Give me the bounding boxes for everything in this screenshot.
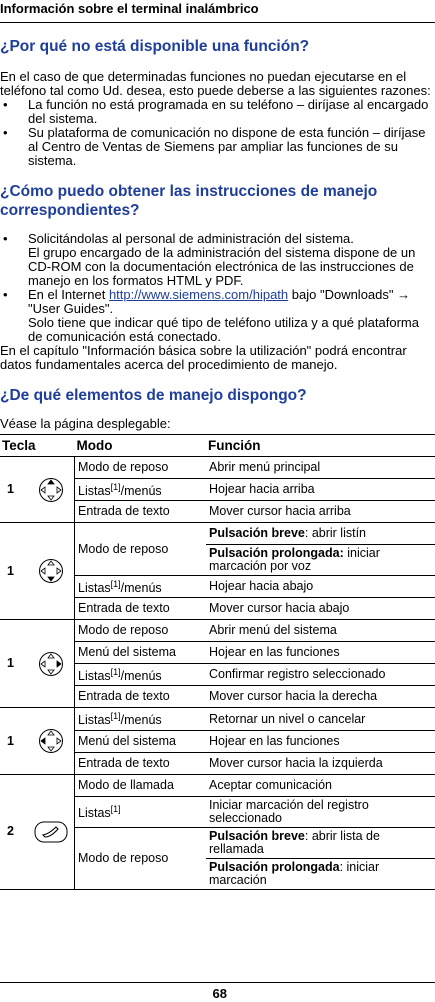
mode-cell: Entrada de texto	[75, 598, 207, 620]
list-item-text: Solicitándolas al personal de administración del sistema.	[28, 231, 354, 246]
function-cell: Hojear en las funciones	[206, 642, 435, 664]
function-cell: Mover cursor hacia la derecha	[206, 686, 435, 708]
function-cell: Confirmar registro seleccionado	[206, 664, 435, 686]
table-row	[0, 523, 435, 545]
list-item-detail: El grupo encargado de la administración del sistema dispone de un CD-ROM con la documentación electrónica de las instrucciones de manejo en los formatos HTML y PDF.	[28, 245, 416, 288]
list-item: • La función no está programada en su teléfono – diríjase al encargado del sistema.	[0, 98, 435, 126]
mode-cell: Menú del sistema	[75, 642, 207, 664]
mode-text: /menús	[120, 669, 162, 684]
mode-text: Listas	[78, 713, 111, 728]
page-number: 68	[212, 986, 227, 1001]
column-header-mode: Modo	[75, 435, 207, 457]
mode-cell: Entrada de texto	[75, 501, 207, 523]
list-item-text: bajo "Downloads" → "User Guides".	[28, 287, 411, 316]
table-row	[0, 620, 435, 642]
column-header-key: Tecla	[0, 435, 75, 457]
list-item: • Su plataforma de comunicación no dispone de esta función – diríjase al Centro de Ventas de Siemens par ampliar las funciones de su sistema.	[0, 126, 435, 168]
function-text: : iniciar marcación	[209, 859, 380, 887]
function-cell: Mover cursor hacia abajo	[206, 598, 435, 620]
function-cell	[206, 858, 435, 889]
mode-cell: Modo de reposo	[75, 827, 207, 889]
function-emphasis: Pulsación breve	[209, 526, 305, 541]
nav-left-icon	[28, 708, 75, 774]
mode-text: Listas	[78, 669, 111, 684]
page-footer	[0, 982, 435, 1001]
mode-text: Listas	[78, 581, 111, 596]
mode-cell: Modo de reposo	[75, 457, 207, 479]
function-cell: Mover cursor hacia arriba	[206, 501, 435, 523]
section-heading-unavailable-function: ¿Por qué no está disponible una función?	[0, 38, 310, 55]
section-heading-instructions: ¿Cómo puedo obtener las instrucciones de manejo correspondientes?	[0, 183, 378, 219]
column-header-function: Función	[206, 435, 435, 457]
key-number: 1	[0, 457, 28, 523]
footnote-ref: [1]	[110, 482, 121, 492]
footnote-ref: [1]	[110, 579, 121, 590]
function-emphasis: Pulsación breve	[209, 828, 305, 843]
controls-table	[0, 434, 435, 890]
function-cell: Retornar un nivel o cancelar	[206, 708, 435, 730]
instructions-list	[0, 232, 435, 344]
section-outro: En el capítulo "Información básica sobre la utilización" podrá encontrar datos fundamentales acerca del procedimiento de manejo.	[0, 343, 407, 372]
function-cell: Abrir menú del sistema	[206, 620, 435, 642]
nav-right-icon	[28, 620, 75, 708]
page-header	[0, 0, 435, 22]
function-cell: Hojear hacia abajo	[206, 576, 435, 598]
function-cell: Iniciar marcación del registro seleccionado	[206, 796, 435, 827]
phone-call-icon	[28, 774, 75, 889]
table-header-row	[0, 435, 435, 457]
section-intro: En el caso de que determinadas funciones no puedan ejecutarse en el teléfono tal como Ud. desea, esto puede deberse a las siguientes razones:	[0, 69, 431, 98]
section-intro: Véase la página desplegable:	[0, 416, 171, 431]
function-emphasis: Pulsación prolongada:	[209, 546, 344, 561]
function-cell: Hojear hacia arriba	[206, 479, 435, 501]
function-cell: Abrir menú principal	[206, 457, 435, 479]
key-number: 1	[0, 620, 28, 708]
table-row	[0, 457, 435, 479]
footnote-ref: [1]	[110, 804, 121, 815]
table-row	[0, 708, 435, 730]
mode-cell	[75, 479, 207, 501]
mode-text: /menús	[120, 713, 162, 728]
key-number: 2	[0, 774, 28, 889]
mode-text: /menús	[120, 484, 162, 499]
mode-text: /menús	[120, 581, 162, 596]
table-row	[0, 774, 435, 796]
function-text: : abrir listín	[304, 526, 367, 541]
mode-cell	[75, 796, 207, 827]
nav-up-icon	[28, 457, 75, 523]
list-item-text: En el Internet	[28, 287, 109, 302]
function-text: iniciar marcación por voz	[209, 546, 380, 574]
mode-cell: Entrada de texto	[75, 686, 207, 708]
nav-down-icon	[28, 523, 75, 620]
mode-cell: Menú del sistema	[75, 730, 207, 752]
mode-text: Listas	[78, 484, 111, 499]
key-number: 1	[0, 523, 28, 620]
mode-text: Listas	[78, 806, 111, 821]
key-number: 1	[0, 708, 28, 774]
function-emphasis: Pulsación prolongada	[209, 859, 340, 874]
mode-cell	[75, 576, 207, 598]
mode-cell: Entrada de texto	[75, 752, 207, 774]
page-content	[0, 37, 435, 890]
header-rule	[0, 22, 435, 23]
function-cell	[206, 827, 435, 858]
header-title: Información sobre el terminal inalámbrico	[0, 1, 259, 16]
function-cell: Mover cursor hacia la izquierda	[206, 752, 435, 774]
mode-cell: Modo de reposo	[75, 620, 207, 642]
reason-list	[0, 98, 435, 168]
mode-cell: Modo de llamada	[75, 774, 207, 796]
siemens-hipath-link[interactable]: http://www.siemens.com/hipath	[108, 287, 289, 302]
list-item	[0, 288, 435, 344]
list-item	[0, 232, 435, 288]
footnote-ref: [1]	[110, 667, 121, 678]
list-item-detail: Solo tiene que indicar qué tipo de teléfono utiliza y a qué plataforma de comunicación está conectado.	[28, 315, 419, 344]
footnote-ref: [1]	[110, 711, 121, 722]
function-cell: Hojear en las funciones	[206, 730, 435, 752]
section-heading-controls: ¿De qué elementos de manejo dispongo?	[0, 387, 307, 404]
footer-rule	[0, 982, 435, 983]
function-cell: Aceptar comunicación	[206, 774, 435, 796]
mode-cell	[75, 664, 207, 686]
function-text: : abrir lista de rellamada	[209, 828, 380, 856]
function-cell	[206, 523, 435, 545]
mode-cell: Modo de reposo	[75, 523, 207, 576]
mode-cell	[75, 708, 207, 730]
function-cell	[206, 545, 435, 576]
